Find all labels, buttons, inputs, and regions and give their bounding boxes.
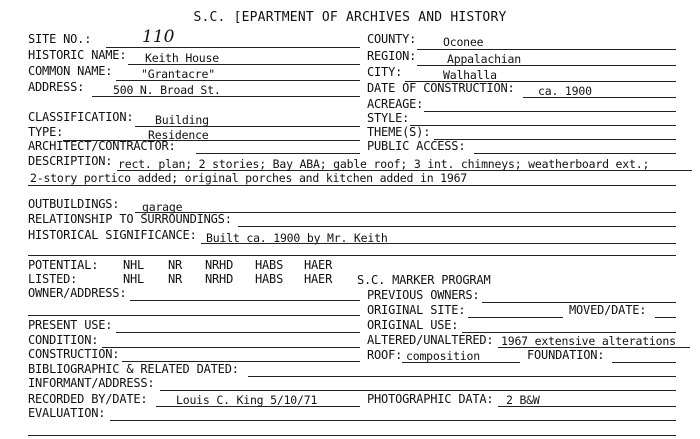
relationship-label: RELATIONSHIP TO SURROUNDINGS: [28, 212, 232, 226]
condition-line [102, 347, 360, 348]
recorded-by-line [156, 406, 360, 407]
informant-label: INFORMANT/ADDRESS: [28, 376, 155, 390]
moved-date-line [655, 317, 676, 318]
site-no-label: SITE NO.: [28, 32, 92, 46]
relationship-line [238, 226, 676, 227]
informant-line [160, 390, 676, 391]
evaluation-label: EVALUATION: [28, 406, 106, 420]
public-access-label: PUBLIC ACCESS: [367, 139, 466, 153]
architect-line [196, 153, 360, 154]
site-no-line [106, 47, 360, 48]
owner-address-line [130, 300, 360, 301]
region-label: REGION: [367, 49, 417, 63]
city-value: Walhalla [443, 68, 497, 82]
historic-name-line [128, 64, 360, 65]
region-line [417, 65, 676, 66]
foundation-line [612, 362, 676, 363]
foundation-label: FOUNDATION: [527, 348, 605, 362]
listed-nrhd: NRHD [205, 272, 234, 286]
present-use-label: PRESENT USE: [28, 318, 113, 332]
description-line-2 [28, 185, 676, 186]
historic-name-value: Keith House [145, 51, 219, 65]
style-label: STYLE: [367, 111, 410, 125]
address-value: 500 N. Broad St. [113, 83, 221, 97]
classification-value: Building [155, 113, 209, 127]
listed-habs: HABS [255, 272, 284, 286]
style-line [410, 125, 676, 126]
public-access-line [474, 153, 676, 154]
description-label: DESCRIPTION: [28, 154, 113, 168]
section-divider [28, 255, 676, 256]
outbuildings-label: OUTBUILDINGS: [28, 197, 120, 211]
address-line [92, 96, 360, 97]
common-name-value: "Grantacre" [141, 67, 215, 81]
themes-label: THEME(S): [367, 125, 431, 139]
historical-significance-label: HISTORICAL SIGNIFICANCE: [28, 228, 197, 242]
listed-nr: NR [168, 272, 183, 286]
marker-program-heading: S.C. MARKER PROGRAM [357, 273, 491, 287]
recorded-by-value: Louis C. King 5/10/71 [176, 393, 318, 407]
photographic-value: 2 B&W [506, 393, 540, 407]
type-label: TYPE: [28, 125, 64, 139]
listed-nhl: NHL [123, 272, 145, 286]
construction-label: CONSTRUCTION: [28, 347, 120, 361]
classification-line [135, 126, 360, 127]
historic-name-label: HISTORIC NAME: [28, 48, 127, 62]
historical-significance-value: Built ca. 1900 by Mr. Keith [206, 231, 388, 245]
bibliographic-line [248, 376, 676, 377]
themes-line [434, 139, 676, 140]
previous-owners-label: PREVIOUS OWNERS: [367, 288, 480, 302]
original-site-line [468, 317, 563, 318]
altered-label: ALTERED/UNALTERED: [367, 333, 494, 347]
classification-label: CLASSIFICATION: [28, 110, 134, 124]
potential-label: POTENTIAL: [28, 258, 99, 272]
site-no-value: 110 [142, 27, 175, 47]
common-name-line [116, 80, 360, 81]
region-value: Appalachian [447, 52, 521, 66]
county-value: Oconee [443, 35, 484, 49]
county-label: COUNTY: [367, 32, 417, 46]
condition-label: CONDITION: [28, 333, 99, 347]
photographic-label: PHOTOGRAPHIC DATA: [367, 392, 494, 406]
listed-haer: HAER [304, 272, 333, 286]
photographic-line [498, 406, 676, 407]
potential-nr: NR [168, 258, 183, 272]
potential-nhl: NHL [123, 258, 145, 272]
roof-label: ROOF: [367, 348, 403, 362]
roof-value: composition [406, 349, 480, 363]
date-of-construction-value: ca. 1900 [538, 84, 592, 98]
recorded-by-label: RECORDED BY/DATE: [28, 392, 148, 406]
city-label: CITY: [367, 65, 403, 79]
common-name-label: COMMON NAME: [28, 64, 113, 78]
outbuildings-value: garage [142, 200, 183, 214]
address-label: ADDRESS: [28, 80, 85, 94]
present-use-line [116, 332, 360, 333]
evaluation-line [110, 420, 676, 421]
evaluation-line-2 [28, 435, 676, 436]
roof-line [402, 362, 520, 363]
original-site-label: ORIGINAL SITE: [367, 303, 466, 317]
original-use-line [462, 332, 676, 333]
owner-address-label: OWNER/ADDRESS: [28, 286, 127, 300]
potential-nrhd: NRHD [205, 258, 234, 272]
county-line [417, 49, 676, 50]
potential-haer: HAER [304, 258, 333, 272]
description-line-2-value: 2-story portico added; original porches and kitchen added in 1967 [30, 171, 468, 185]
architect-label: ARCHITECT/CONTRACTOR: [28, 139, 176, 153]
listed-label: LISTED: [28, 272, 78, 286]
historical-significance-line [201, 243, 676, 244]
acreage-label: ACREAGE: [367, 97, 424, 111]
date-of-construction-line [523, 97, 676, 98]
type-value: Residence [148, 128, 209, 142]
form-header: S.C. [EPARTMENT OF ARCHIVES AND HISTORY [193, 10, 507, 25]
moved-date-label: MOVED/DATE: [569, 303, 647, 317]
owner-address-line-2 [28, 315, 360, 316]
acreage-line [424, 111, 676, 112]
potential-habs: HABS [255, 258, 284, 272]
altered-value: 1967 extensive alterations [501, 334, 676, 348]
description-line-1-value: rect. plan; 2 stories; Bay ABA; gable roof; 3 int. chimneys; weatherboard ext.; [118, 157, 650, 171]
bibliographic-label: BIBLIOGRAPHIC & RELATED DATED: [28, 362, 239, 376]
date-of-construction-label: DATE OF CONSTRUCTION: [367, 81, 515, 95]
original-use-label: ORIGINAL USE: [367, 318, 459, 332]
